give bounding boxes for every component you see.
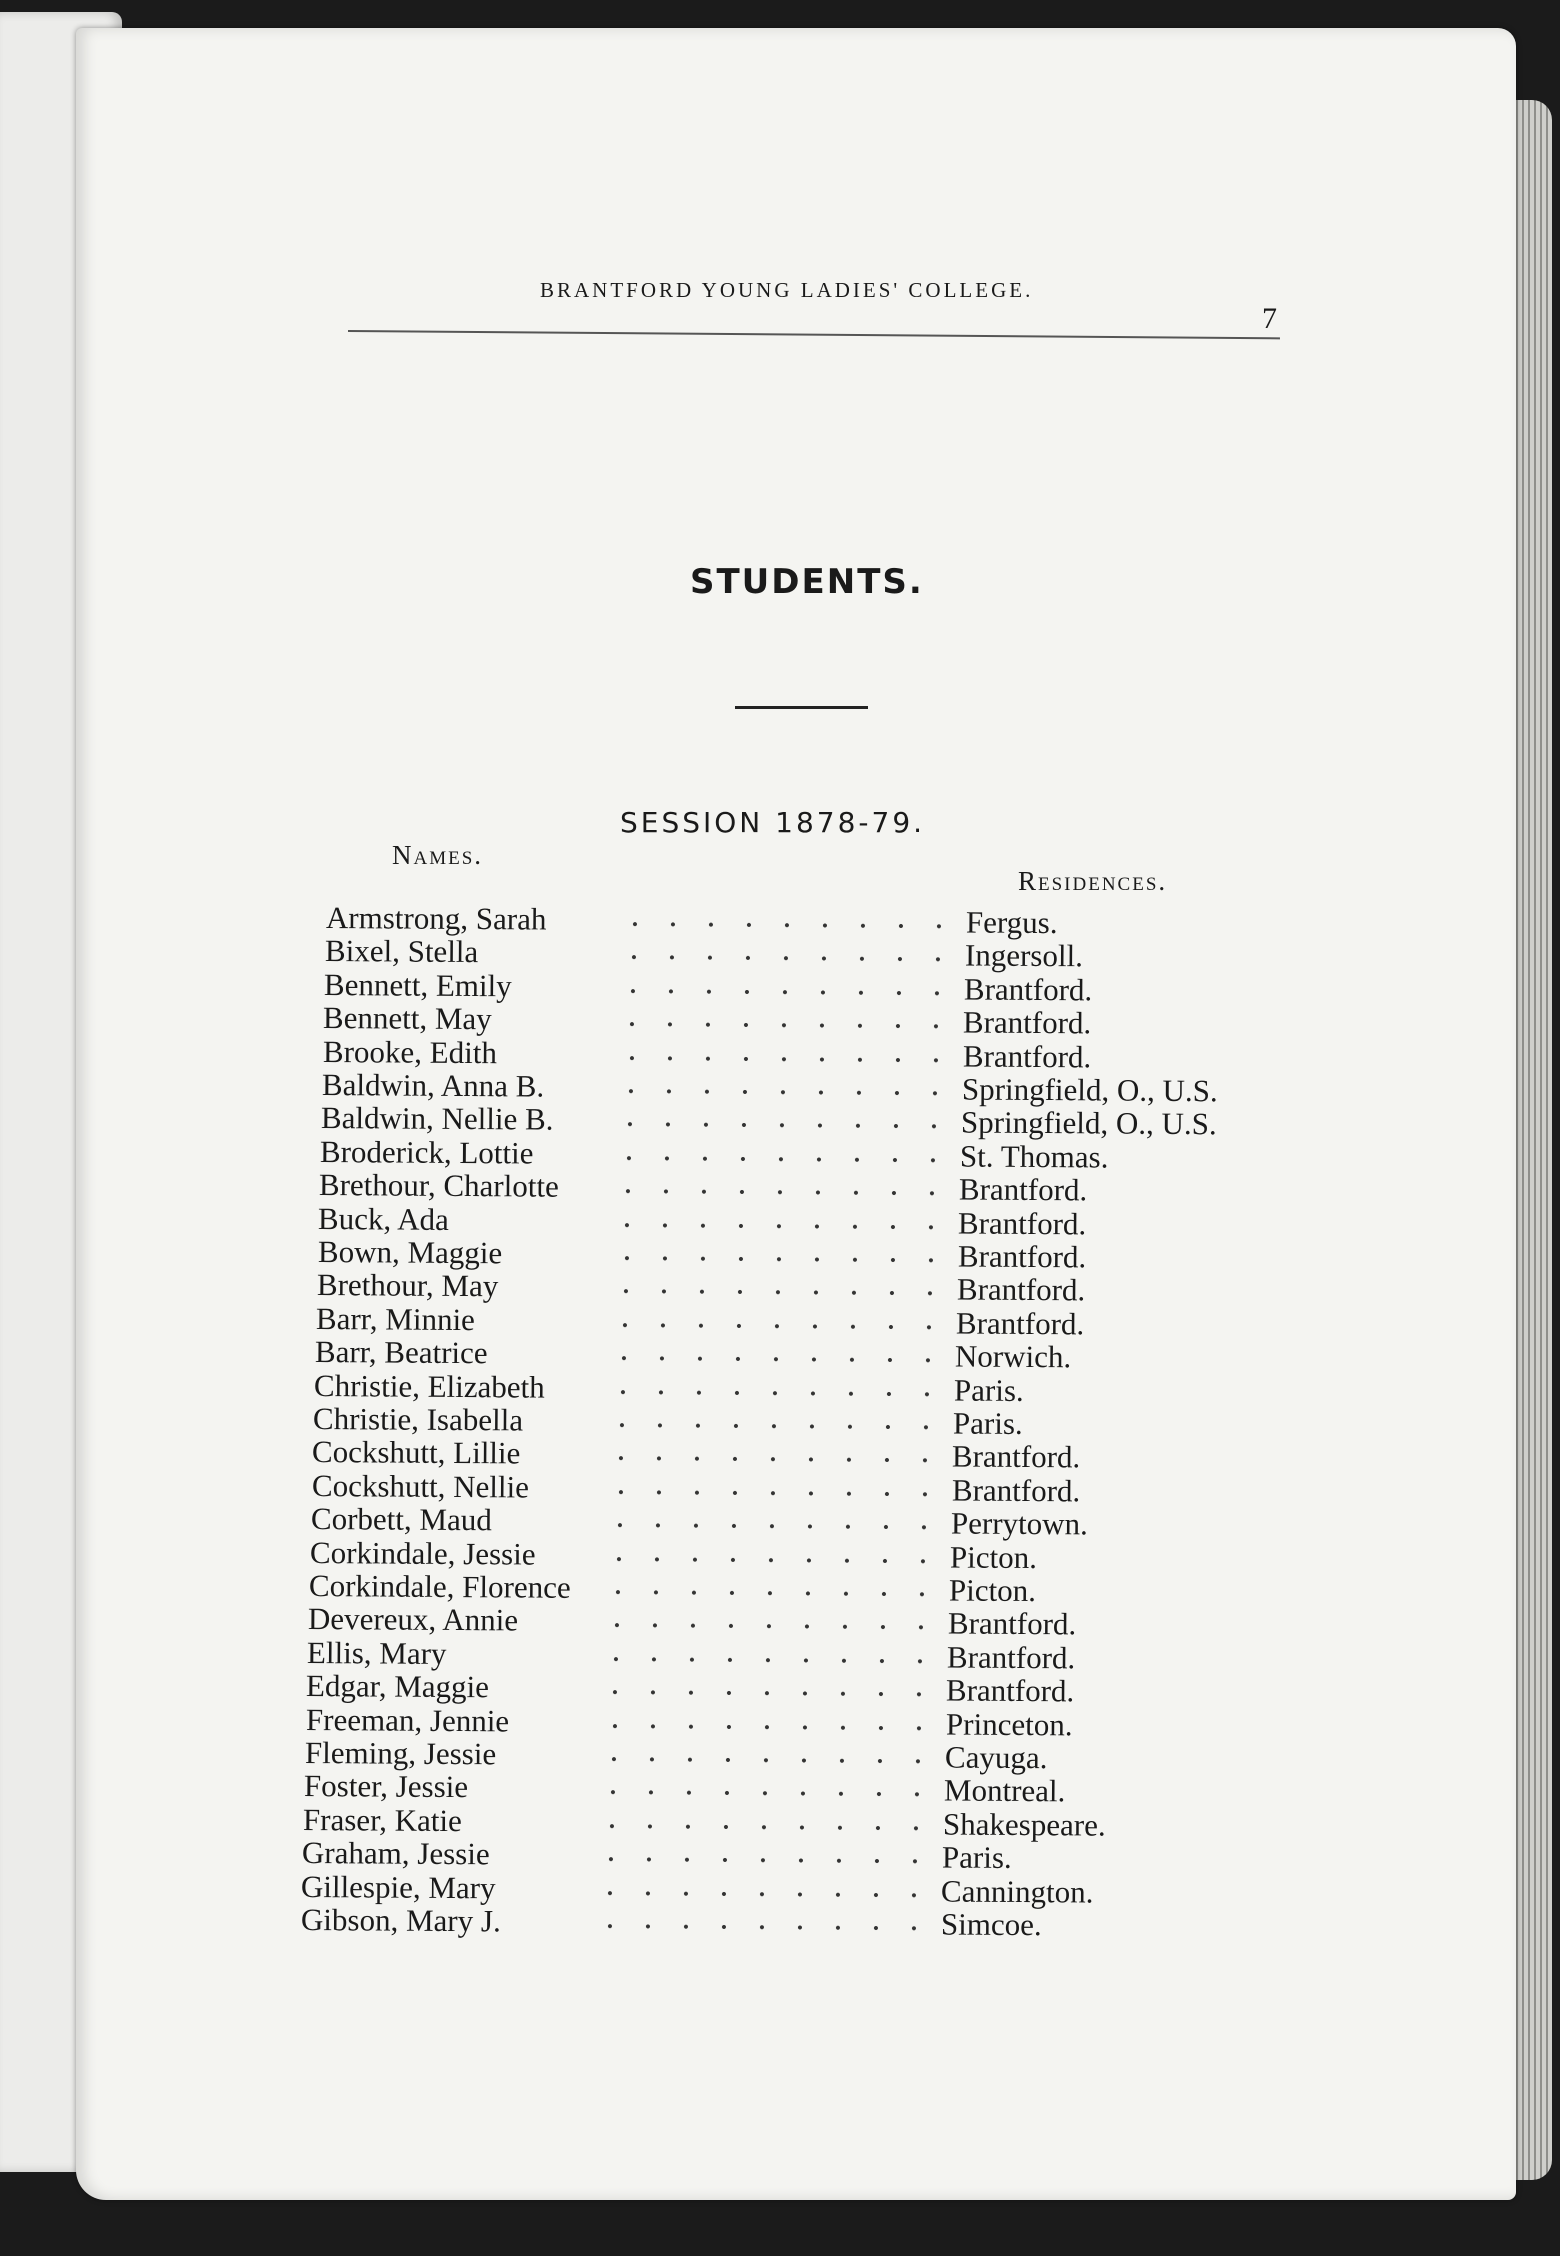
student-name: Barr, Minnie (315, 1300, 475, 1337)
dot-leader (606, 1323, 936, 1329)
dot-leader (607, 1289, 937, 1295)
running-head-text: BRANTFORD YOUNG LADIES' COLLEGE. (540, 278, 1034, 302)
student-residence: Ingersoll. (964, 937, 1084, 974)
student-name: Brethour, May (316, 1267, 499, 1304)
student-name: Foster, Jessie (303, 1768, 469, 1805)
dot-leader (603, 1423, 933, 1429)
dot-leader (593, 1824, 923, 1830)
dot-leader (599, 1590, 929, 1596)
student-name: Cockshutt, Lillie (312, 1434, 521, 1471)
student-name: Freeman, Jennie (305, 1701, 509, 1739)
student-residence: Montreal. (943, 1772, 1066, 1809)
student-row (300, 1902, 1280, 1943)
student-residence: Cayuga. (944, 1739, 1048, 1776)
dot-leader (594, 1790, 924, 1796)
student-residence: Brantford. (964, 971, 1093, 1008)
student-residence: Brantford. (963, 1004, 1092, 1041)
student-residence: Brantford. (952, 1438, 1081, 1475)
page-number: 7 (1262, 302, 1277, 335)
session-heading: SESSION 1878-79. (620, 806, 926, 839)
student-residence: Brantford. (955, 1305, 1085, 1342)
dot-leader (605, 1356, 935, 1362)
dot-leader (609, 1189, 939, 1195)
student-residence: Brantford. (947, 1639, 1076, 1676)
student-residence: Shakespeare. (942, 1806, 1106, 1843)
student-residence: Norwich. (954, 1338, 1072, 1375)
student-name: Baldwin, Nellie B. (320, 1100, 554, 1138)
dot-leader (592, 1857, 922, 1863)
student-residence: Brantford. (956, 1271, 1086, 1308)
student-name: Fleming, Jessie (304, 1735, 497, 1772)
dot-leader (596, 1724, 926, 1730)
student-residence: Fergus. (965, 904, 1058, 941)
student-name: Bennett, Emily (324, 966, 513, 1004)
dot-leader (611, 1122, 941, 1128)
student-name: Bown, Maggie (317, 1234, 502, 1271)
student-name: Christie, Isabella (313, 1401, 524, 1438)
page-title: STUDENTS. (690, 562, 924, 602)
dot-leader (616, 922, 946, 928)
dot-leader (613, 1056, 943, 1062)
student-name: Baldwin, Anna B. (321, 1067, 545, 1104)
student-name: Brooke, Edith (322, 1033, 497, 1070)
dot-leader (602, 1456, 932, 1462)
student-name: Edgar, Maggie (306, 1668, 490, 1705)
student-residence: Princeton. (945, 1706, 1073, 1742)
dot-leader (590, 1924, 920, 1930)
student-name: Buck, Ada (318, 1200, 450, 1237)
student-residence: Cannington. (941, 1873, 1094, 1910)
dot-leader (612, 1089, 942, 1095)
dot-leader (610, 1156, 940, 1162)
student-residence: Brantford. (962, 1038, 1091, 1074)
student-residence: Brantford. (947, 1605, 1077, 1642)
student-name: Gibson, Mary J. (300, 1902, 501, 1939)
student-residence: Perrytown. (950, 1505, 1088, 1542)
student-name: Bennett, May (323, 1000, 493, 1037)
student-name: Broderick, Lottie (319, 1133, 534, 1171)
student-name: Corkindale, Jessie (309, 1534, 536, 1572)
student-name: Bixel, Stella (325, 933, 479, 970)
student-name: Cockshutt, Nellie (311, 1467, 529, 1505)
student-name: Fraser, Katie (302, 1801, 463, 1838)
student-residence: Brantford. (946, 1672, 1075, 1709)
dot-leader (600, 1557, 930, 1563)
student-residence: Paris. (942, 1839, 1013, 1876)
student-name: Barr, Beatrice (314, 1334, 488, 1371)
dot-leader (613, 1022, 943, 1028)
student-residence: Picton. (949, 1539, 1037, 1575)
student-residence: Paris. (953, 1405, 1024, 1441)
residences-column-header: Residences. (1018, 866, 1168, 896)
student-residence: Simcoe. (940, 1906, 1042, 1943)
dot-leader (595, 1757, 925, 1763)
dot-leader (601, 1523, 931, 1529)
names-column-header: Names. (392, 840, 484, 870)
student-residence: Brantford. (959, 1171, 1088, 1208)
student-name: Armstrong, Sarah (325, 900, 547, 937)
student-name: Graham, Jessie (302, 1835, 490, 1872)
student-residence: Springfield, O., U.S. (961, 1071, 1218, 1109)
dot-leader (596, 1690, 926, 1696)
student-residence: Springfield, O., U.S. (960, 1104, 1217, 1142)
dot-leader (614, 989, 944, 995)
student-residence: Paris. (953, 1372, 1024, 1408)
student-residence: Picton. (948, 1572, 1037, 1609)
dot-leader (608, 1223, 938, 1229)
student-name: Devereux, Annie (308, 1601, 519, 1638)
student-name: Brethour, Charlotte (319, 1167, 560, 1204)
dot-leader (597, 1657, 927, 1663)
student-name: Gillespie, Mary (301, 1868, 497, 1905)
student-name: Christie, Elizabeth (313, 1367, 545, 1405)
student-residence: Brantford. (951, 1472, 1080, 1509)
student-name: Corkindale, Florence (308, 1568, 571, 1605)
dot-leader (615, 955, 945, 961)
student-name: Ellis, Mary (307, 1634, 447, 1671)
student-residence: Brantford. (958, 1205, 1087, 1241)
dot-leader (604, 1390, 934, 1396)
dot-leader (607, 1256, 937, 1262)
dot-leader (598, 1623, 928, 1629)
student-residence: Brantford. (957, 1238, 1086, 1275)
student-name: Corbett, Maud (310, 1501, 492, 1538)
dot-leader (591, 1891, 921, 1897)
student-residence: St. Thomas. (959, 1138, 1109, 1175)
dot-leader (601, 1490, 931, 1496)
